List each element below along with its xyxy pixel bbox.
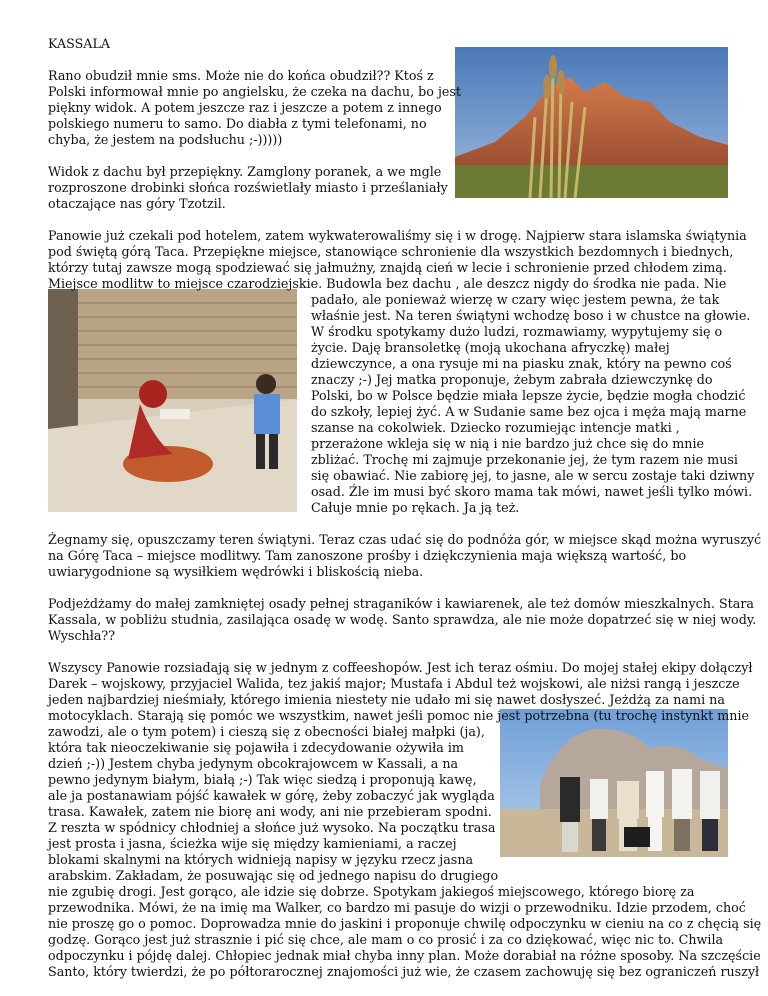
text-line: Podjeżdżamy do małej zamkniętej osady pełnej straganików i kawiarenek, ale też domów mieszkalnych. Stara [48, 596, 754, 611]
text-line: Miejsce modlitw to miejsce czarodziejskie. Budowla bez dachu , ale deszcz nigdy do środka nie pada. Nie [48, 276, 727, 291]
text-line: pod świętą górą Taca. Przepiękne miejsce, stanowiące schronienie dla wszystkich bezdomnych i biednych, [48, 244, 734, 259]
text-line: Całuje mnie po rękach. Ja ją też. [311, 500, 520, 515]
text-line: arabskim. Zakładam, że posuwając się od jednego napisu do drugiego [48, 868, 499, 883]
text-line: zawodzi, ale o tym potem) i cieszą się z obecności białej małpki (ja), [48, 724, 485, 739]
text-line: uwiarygodnione są wysiłkiem wędrówki i bliskością nieba. [48, 564, 424, 579]
text-line: dziewczynce, a ona rysuje mi na piasku znak, który na pewno coś [311, 356, 732, 371]
text-line: odpoczynku i pójdę dalej. Chłopiec jednak miał chyba inny plan. Może dorabiał na różne sposoby. Na szczęście [48, 948, 761, 963]
text-line: właśnie jest. Na teren świątyni wchodzę boso i w chustce na głowie. [311, 308, 751, 323]
text-line: zbliżać. Trochę mi zajmuje przekonanie jej, że tym razem nie musi [311, 452, 738, 467]
text-line: Widok z dachu był przepiękny. Zamglony poranek, a we mgle [48, 164, 442, 179]
text-line: na Górę Taca – miejsce modlitwy. Tam zanoszone prośby i dziękczynienia maja większą wartość, bo [48, 548, 687, 563]
text-line: która tak nieoczekiwanie się pojawiła i zdecydowanie ożywiła im [48, 740, 464, 755]
text-line: Wyschła?? [48, 628, 115, 643]
text-line: Rano obudził mnie sms. Może nie do końca obudził?? Ktoś z [48, 68, 434, 83]
text-line: nie zgubię drogi. Jest gorąco, ale idzie się dobrze. Spotykam jakiegoś miejscowego, którego biorę za [48, 884, 695, 899]
text-line: motocyklach. Starają się pomóc we wszystkim, nawet jeśli pomoc nie jest potrzebna (tu trochę instynkt mnie [48, 708, 750, 723]
text-line: Kassala, w pobliżu studnia, zasilająca osadę w wodę. Santo sprawdza, ale nie może dopatrzeć się w niej wody. [48, 612, 757, 627]
text-line: rozproszone drobinki słońca rozświetlały miasto i prześlaniały [48, 180, 448, 195]
paragraph-coffeeshop [48, 660, 762, 980]
document-body [48, 36, 762, 996]
text-line: Panowie już czekali pod hotelem, zatem wykwaterowaliśmy się i w drogę. Najpierw stara islamska świątynia [48, 228, 747, 243]
text-line: przewodnika. Mówi, że na imię ma Walker, co bardzo mi pasuje do wizji o przewodniku. Idzie przodem, choć [48, 900, 746, 915]
text-line: chyba, że jestem na podsłuchu ;-))))) [48, 132, 283, 147]
text-line: Wszyscy Panowie rozsiadają się w jednym z coffeeshopów. Jest ich teraz ośmiu. Do mojej stałej ekipy dołączył [48, 660, 753, 675]
text-line: się obawiać. Nie zabiorę jej, to jasne, ale w sercu zostaje taki dziwny [311, 468, 755, 483]
text-line: ale ja postanawiam pójść kawałek w górę, żeby zobaczyć jak wygląda [48, 788, 495, 803]
text-line: Polski, bo w Polsce będzie miała lepsze życie, będzie mogła chodzić [311, 388, 746, 403]
text-line: Polski informował mnie po angielsku, że czeka na dachu, bo jest [48, 84, 462, 99]
text-line: Darek – wojskowy, przyjaciel Walida, tez jakiś major; Mustafa i Abdul też wojskowi, ale niżsi rangą i jeszcze [48, 676, 740, 691]
text-line: otaczające nas góry Tzotzil. [48, 196, 226, 211]
text-line: którzy tutaj zawsze mogą spodziewać się jałmużny, znajdą cień w lecie i schronienie przed chłodem zimą. [48, 260, 727, 275]
document-title: KASSALA [48, 36, 111, 51]
text-line: Santo, który twierdzi, że po półtorarocznej znajomości już wie, że czasem zachowuję się bez ograniczeń ruszył [48, 964, 760, 979]
paragraph-roof-view [48, 164, 728, 212]
text-line: polskiego numeru to samo. Do diabła z tymi telefonami, no [48, 116, 427, 131]
text-line: dzień ;-)) Jestem chyba jedynym obcokrajowcem w Kassali, a na [48, 756, 459, 771]
text-line: szanse na cokolwiek. Dziecko rozumiejąc intencje matki , [311, 420, 680, 435]
text-line: piękny widok. A potem jeszcze raz i jeszcze a potem z innego [48, 100, 442, 115]
text-line: Z reszta w spódnicy chłodniej a słońce już wysoko. Na początku trasa [48, 820, 496, 835]
text-line: W środku spotykamy dużo ludzi, rozmawiamy, wypytujemy się o [311, 324, 723, 339]
text-line: trasa. Kawałek, zatem nie biorę ani wody, ani nie przebieram spodni. [48, 804, 492, 819]
text-line: padało, ale ponieważ wierzę w czary więc jestem pewna, że tak [311, 292, 720, 307]
text-line: do szkoły, lepiej żyć. A w Sudanie same bez ojca i męża mają marne [311, 404, 747, 419]
text-line: jest prosta i jasna, ścieżka wije się między kamieniami, a raczej [48, 836, 457, 851]
text-line: pewno jedynym białym, białą ;-) Tak więc siedzą i proponują kawę, [48, 772, 477, 787]
text-line: osad. Źle im musi być skoro mama tak mówi, nawet jeśli tylko mówi. [311, 484, 753, 499]
text-line: blokami skalnymi na których widnieją napisy w języku rzecz jasna [48, 852, 474, 867]
text-line: przerażone wkleja się w nią i nie bardzo już chce się do mnie [311, 436, 705, 451]
text-line: życie. Daję bransoletkę (moją ukochana afryczkę) małej [311, 340, 670, 355]
paragraph-temple [48, 228, 755, 516]
paragraph-intro [48, 68, 728, 148]
text-line: znaczy ;-) Jej matka proponuje, żebym zabrała dziewczynkę do [311, 372, 713, 387]
text-line: jeden najbardziej nieśmiały, którego imienia niestety nie udało mi się nawet dosłyszeć. Jeżdżą za nami na [48, 692, 725, 707]
text-line: nie proszę go o pomoc. Doprowadza mnie do jaskini i proponuje chwilę odpoczynku w cieniu na co z chęcią się [48, 916, 762, 931]
paragraph-settlement [48, 596, 757, 644]
paragraph-farewell [48, 532, 762, 580]
text-line: godzę. Gorąco jest już strasznie i pić się chce, ale mam o co prosić i za co dziękować, więc nic to. Chwila [48, 932, 724, 947]
text-line: Żegnamy się, opuszczamy teren świątyni. Teraz czas udać się do podnóża gór, w miejsce skąd można wyruszyć [48, 532, 762, 547]
